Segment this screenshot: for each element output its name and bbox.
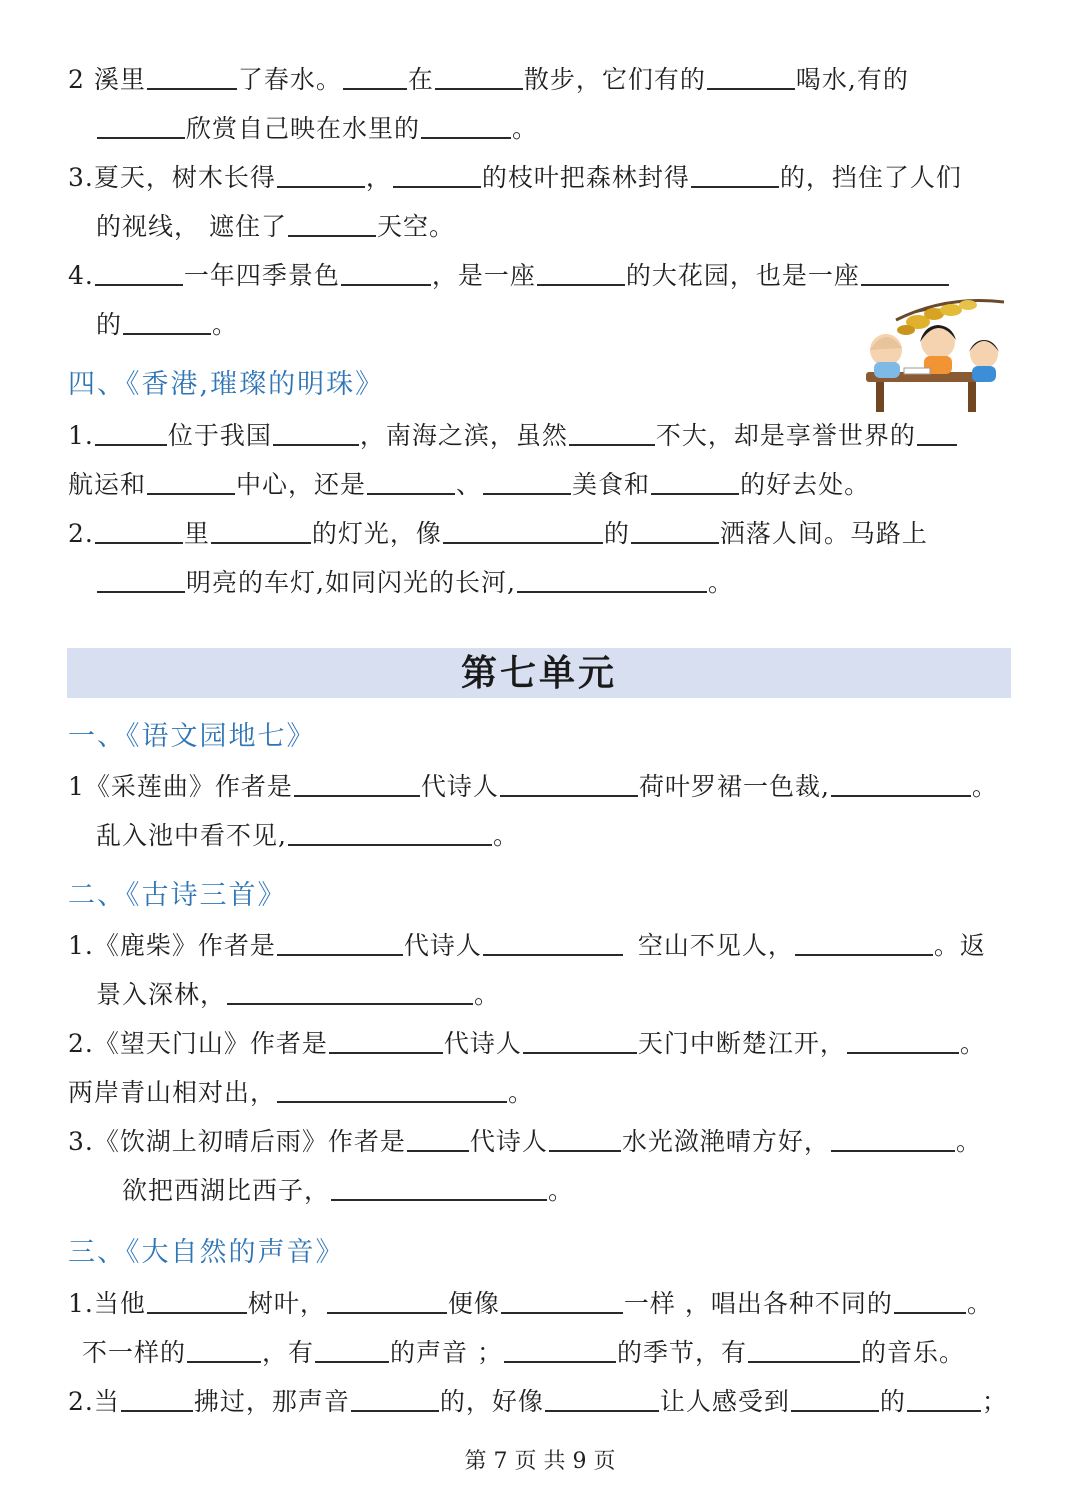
fill-blank[interactable]	[435, 58, 523, 90]
fill-blank[interactable]	[907, 1380, 981, 1412]
section-heading: 一、《语文园地七》	[68, 721, 316, 752]
fill-blank[interactable]	[847, 1022, 959, 1054]
fill-blank[interactable]	[343, 58, 407, 90]
section-heading: 三、《大自然的声音》	[68, 1237, 345, 1268]
fill-blank[interactable]	[331, 1169, 547, 1201]
fill-blank[interactable]	[147, 1282, 247, 1314]
text-line: 2. 里 的灯光，像 的 洒落人间。马路上	[68, 512, 928, 556]
fill-blank[interactable]	[211, 512, 311, 544]
section-heading: 二、《古诗三首》	[68, 880, 287, 911]
fill-blank[interactable]	[443, 512, 603, 544]
fill-blank[interactable]	[95, 414, 167, 446]
fill-blank[interactable]	[549, 1120, 621, 1152]
fill-blank[interactable]	[277, 156, 365, 188]
fill-blank[interactable]	[523, 1022, 637, 1054]
text-line: 1. 位于我国 ，南海之滨，虽然 不大，却是享誉世界的	[68, 414, 958, 458]
fill-blank[interactable]	[504, 1331, 616, 1363]
fill-blank[interactable]	[707, 58, 795, 90]
fill-blank[interactable]	[95, 512, 183, 544]
fill-blank[interactable]	[327, 1282, 447, 1314]
fill-blank[interactable]	[147, 58, 237, 90]
text-line: 两岸青山相对出， 。	[68, 1071, 534, 1115]
fill-blank[interactable]	[500, 765, 638, 797]
fill-blank[interactable]	[147, 463, 235, 495]
unit-title-banner	[67, 648, 1011, 698]
fill-blank[interactable]	[351, 1380, 439, 1412]
fill-blank[interactable]	[329, 1022, 443, 1054]
fill-blank[interactable]	[97, 561, 185, 593]
unit-title: 第七单元	[460, 652, 617, 694]
fill-blank[interactable]	[421, 107, 511, 139]
text-line: 3.夏天，树木长得 ， 的枝叶把森林封得 的，挡住了人们	[68, 156, 962, 200]
fill-blank[interactable]	[748, 1331, 860, 1363]
fill-blank[interactable]	[277, 1071, 507, 1103]
text-line: 欣赏自己映在水里的 。	[96, 107, 538, 151]
fill-blank[interactable]	[501, 1282, 623, 1314]
fill-blank[interactable]	[631, 512, 719, 544]
fill-blank[interactable]	[315, 1331, 389, 1363]
fill-blank[interactable]	[294, 765, 420, 797]
text-line: 4. 一年四季景色 ，是一座 的大花园，也是一座	[68, 254, 950, 298]
fill-blank[interactable]	[97, 107, 185, 139]
fill-blank[interactable]	[288, 205, 376, 237]
text-line: 2.当 拂过，那声音 的，好像 让人感受到 的 ；	[68, 1380, 1008, 1424]
children-reading-illustration	[856, 290, 1006, 420]
fill-blank[interactable]	[691, 156, 779, 188]
fill-blank[interactable]	[795, 924, 933, 956]
fill-blank[interactable]	[367, 463, 455, 495]
fill-blank[interactable]	[407, 1120, 469, 1152]
text-line: 航运和 中心，还是 、 美食和 的好去处。	[68, 463, 870, 507]
fill-blank[interactable]	[517, 561, 707, 593]
fill-blank[interactable]	[273, 414, 359, 446]
fill-blank[interactable]	[341, 254, 431, 286]
fill-blank[interactable]	[483, 463, 571, 495]
fill-blank[interactable]	[537, 254, 625, 286]
text-line: 1《采莲曲》作者是 代诗人 荷叶罗裙一色裁, 。	[68, 765, 998, 809]
fill-blank[interactable]	[288, 814, 492, 846]
text-line: 不一样的 ，有 的声音 ； 的季节，有 的音乐。	[82, 1331, 965, 1375]
text-line: 2.《望天门山》作者是 代诗人 天门中断楚江开， 。	[68, 1022, 986, 1066]
text-line: 3.《饮湖上初晴后雨》作者是 代诗人 水光潋滟晴方好， 。	[68, 1120, 982, 1164]
fill-blank[interactable]	[121, 1380, 193, 1412]
fill-blank[interactable]	[277, 924, 403, 956]
page-number: 第 7 页 共 9 页	[464, 1449, 616, 1474]
fill-blank[interactable]	[483, 924, 623, 956]
fill-blank[interactable]	[831, 1120, 955, 1152]
fill-blank[interactable]	[187, 1331, 261, 1363]
text-line: 乱入池中看不见, 。	[96, 814, 519, 858]
fill-blank[interactable]	[393, 156, 481, 188]
fill-blank[interactable]	[917, 414, 957, 446]
fill-blank[interactable]	[831, 765, 971, 797]
text-line: 2 溪里 了春水。 在 散步，它们有的 喝水,有的	[68, 58, 909, 102]
text-line: 1.《鹿柴》作者是 代诗人 空山不见人， 。返	[68, 924, 986, 968]
fill-blank[interactable]	[651, 463, 739, 495]
fill-blank[interactable]	[545, 1380, 659, 1412]
fill-blank[interactable]	[894, 1282, 966, 1314]
text-line: 的视线， 遮住了 天空。	[96, 205, 455, 249]
section-heading: 四、《香港,璀璨的明珠》	[68, 369, 385, 400]
fill-blank[interactable]	[95, 254, 183, 286]
fill-blank[interactable]	[791, 1380, 879, 1412]
fill-blank[interactable]	[569, 414, 655, 446]
fill-blank[interactable]	[227, 973, 473, 1005]
text-line: 景入深林， 。	[96, 973, 500, 1017]
fill-blank[interactable]	[861, 254, 949, 286]
fill-blank[interactable]	[123, 303, 211, 335]
text-line: 明亮的车灯,如同闪光的长河, 。	[96, 561, 734, 605]
text-line: 的 。	[96, 303, 238, 347]
text-line: 欲把西湖比西子， 。	[122, 1169, 574, 1213]
text-line: 1.当他 树叶， 便像 一样 ，唱出各种不同的 。	[68, 1282, 993, 1326]
